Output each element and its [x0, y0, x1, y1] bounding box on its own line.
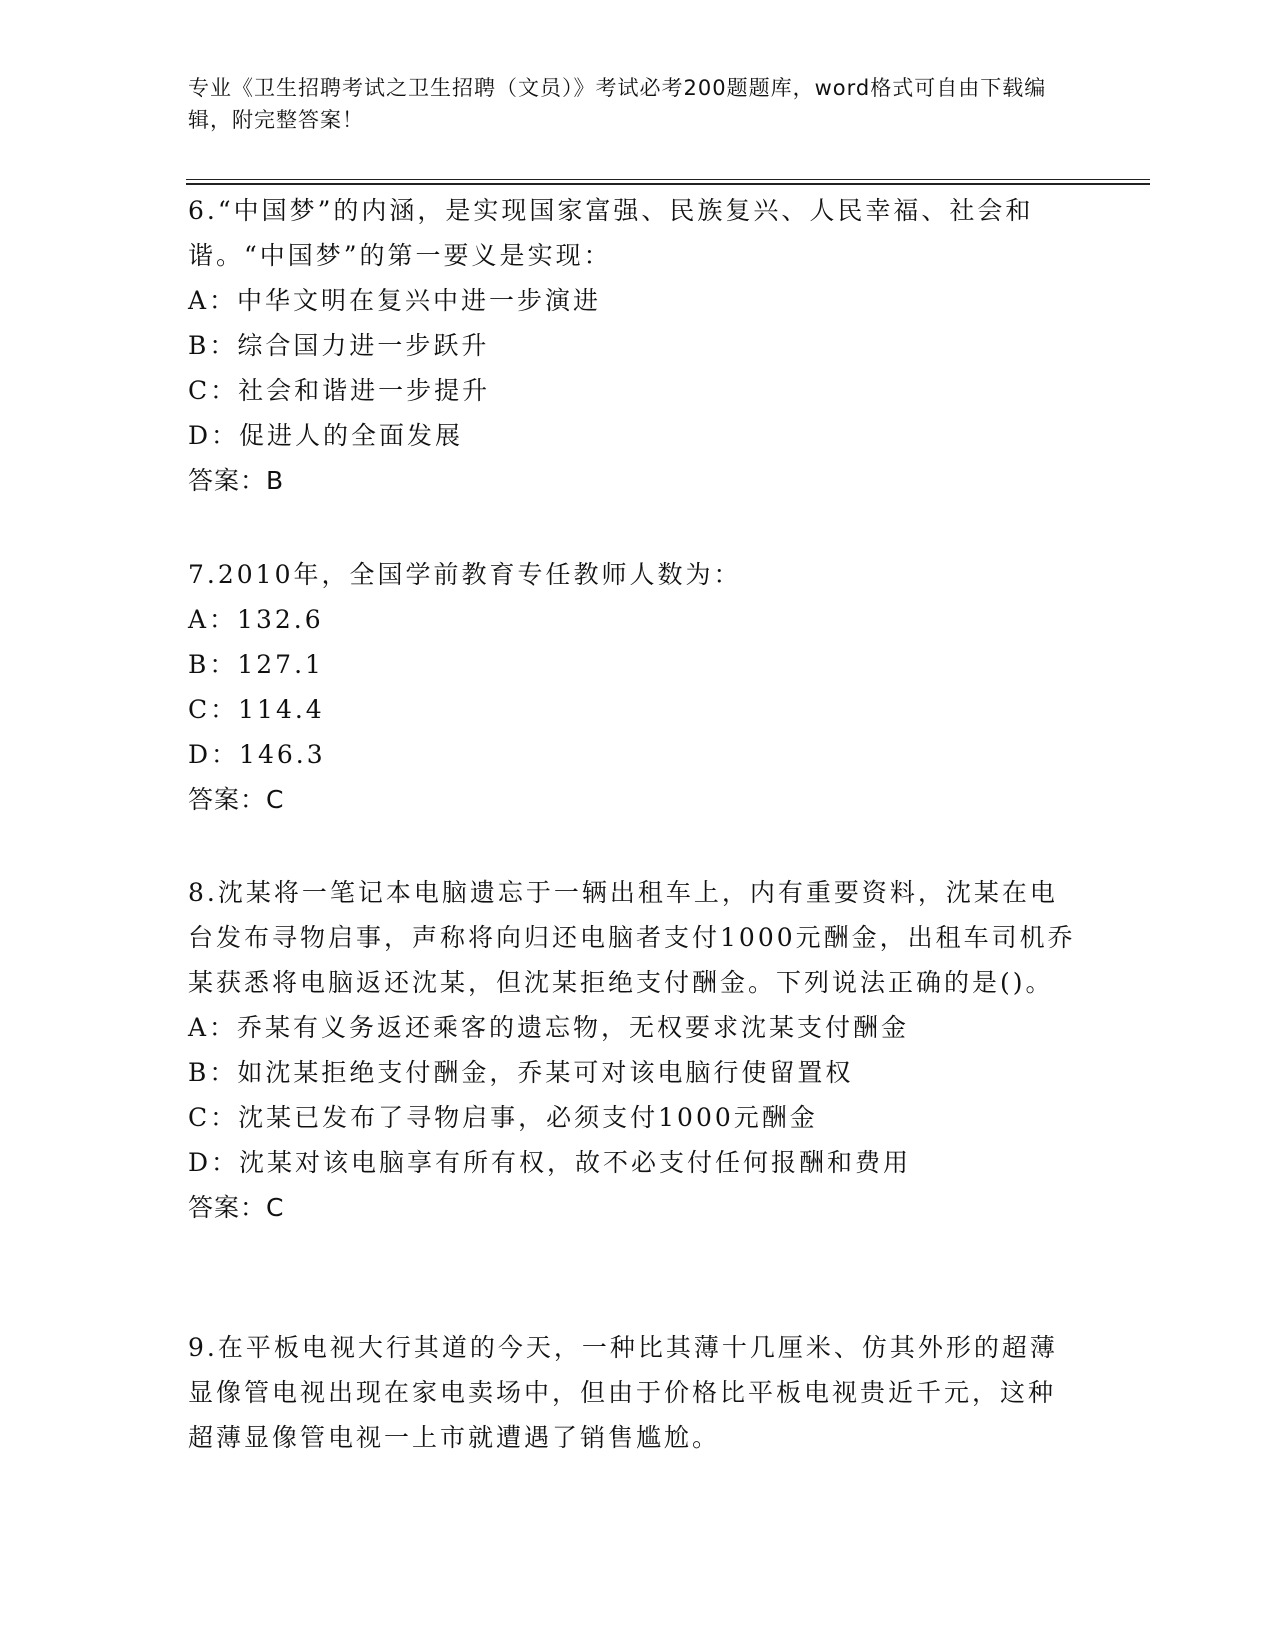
option-c: C：沈某已发布了寻物启事，必须支付1000元酬金	[188, 1103, 818, 1132]
question-9	[188, 1325, 1078, 1460]
header-divider-thin	[186, 179, 1150, 180]
question-stem: 7.2010年，全国学前教育专任教师人数为：	[188, 560, 742, 589]
question-8	[188, 870, 1078, 1230]
answer: 答案：C	[188, 785, 285, 814]
header-divider-thick	[186, 183, 1150, 185]
question-stem: 6.“中国梦”的内涵，是实现国家富强、民族复兴、人民幸福、社会和谐。“中国梦”的第一要义是实现：	[188, 196, 1034, 270]
option-d: D：促进人的全面发展	[188, 421, 464, 450]
option-a: A：中华文明在复兴中进一步演进	[188, 286, 602, 315]
option-b: B：127.1	[188, 650, 324, 679]
document-header: 专业《卫生招聘考试之卫生招聘（文员）》考试必考200题题库，word格式可自由下载编辑，附完整答案！	[188, 76, 1047, 132]
answer: 答案：C	[188, 1193, 285, 1222]
option-b: B：如沈某拒绝支付酬金，乔某可对该电脑行使留置权	[188, 1058, 854, 1087]
answer: 答案：B	[188, 466, 285, 495]
option-c: C：114.4	[188, 695, 325, 724]
option-b: B：综合国力进一步跃升	[188, 331, 490, 360]
option-c: C：社会和谐进一步提升	[188, 376, 491, 405]
option-d: D：146.3	[188, 740, 326, 769]
option-a: A：乔某有义务返还乘客的遗忘物，无权要求沈某支付酬金	[188, 1013, 910, 1042]
question-stem: 8.沈某将一笔记本电脑遗忘于一辆出租车上，内有重要资料，沈某在电台发布寻物启事，声称将向归还电脑者支付1000元酬金，出租车司机乔某获悉将电脑返还沈某，但沈某拒绝支付酬金。下列说法正确的是()。	[188, 878, 1076, 997]
option-d: D：沈某对该电脑享有所有权，故不必支付任何报酬和费用	[188, 1148, 912, 1177]
question-7	[188, 552, 1078, 822]
question-6	[188, 188, 1078, 503]
question-stem: 9.在平板电视大行其道的今天，一种比其薄十几厘米、仿其外形的超薄显像管电视出现在家电卖场中，但由于价格比平板电视贵近千元，这种超薄显像管电视一上市就遭遇了销售尴尬。	[188, 1333, 1058, 1452]
option-a: A：132.6	[188, 605, 324, 634]
